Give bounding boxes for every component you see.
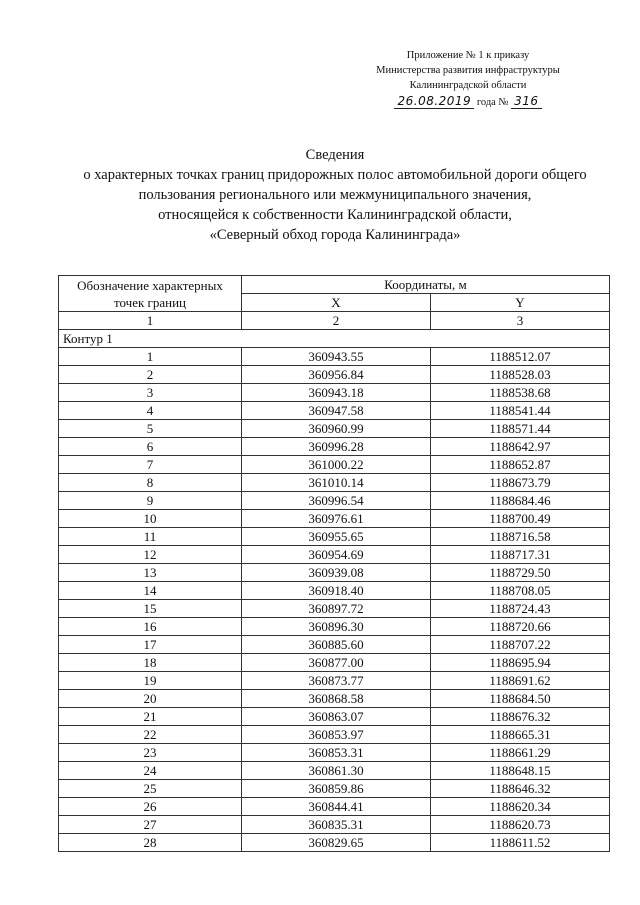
- table-row: [59, 528, 610, 546]
- point-number: 15: [59, 600, 242, 618]
- x-coordinate: 360918.40: [242, 582, 431, 600]
- point-number: 2: [59, 366, 242, 384]
- y-coordinate: 1188571.44: [431, 420, 610, 438]
- table-row: [59, 636, 610, 654]
- point-number: 21: [59, 708, 242, 726]
- y-coordinate: 1188684.46: [431, 492, 610, 510]
- table-row: [59, 402, 610, 420]
- point-number: 5: [59, 420, 242, 438]
- table-row: [59, 762, 610, 780]
- y-coordinate: 1188646.32: [431, 780, 610, 798]
- y-coordinate: 1188707.22: [431, 636, 610, 654]
- table-row: [59, 690, 610, 708]
- index-col-3: 3: [431, 312, 610, 330]
- table-row: [59, 726, 610, 744]
- point-number: 18: [59, 654, 242, 672]
- y-coordinate: 1188695.94: [431, 654, 610, 672]
- y-coordinate: 1188691.62: [431, 672, 610, 690]
- y-coordinate: 1188684.50: [431, 690, 610, 708]
- y-coordinate: 1188676.32: [431, 708, 610, 726]
- appendix-line-2: Министерства развития инфраструктуры: [376, 65, 560, 76]
- appendix-block: [352, 48, 584, 110]
- y-coordinate: 1188708.05: [431, 582, 610, 600]
- header-points: Обозначение характерных точек границ: [59, 276, 242, 312]
- title-line-1: Сведения: [305, 147, 365, 163]
- coordinates-table: [58, 275, 610, 852]
- point-number: 8: [59, 474, 242, 492]
- x-coordinate: 360976.61: [242, 510, 431, 528]
- table-row: [59, 384, 610, 402]
- order-date: 26.08.2019: [394, 94, 474, 109]
- x-coordinate: 360853.97: [242, 726, 431, 744]
- y-coordinate: 1188541.44: [431, 402, 610, 420]
- contour-row: [59, 330, 610, 348]
- table-row: [59, 780, 610, 798]
- y-coordinate: 1188729.50: [431, 564, 610, 582]
- appendix-line-3: Калининградской области: [409, 80, 527, 91]
- point-number: 26: [59, 798, 242, 816]
- point-number: 19: [59, 672, 242, 690]
- table-row: [59, 834, 610, 852]
- point-number: 22: [59, 726, 242, 744]
- order-date-line: [352, 94, 584, 110]
- x-coordinate: 360956.84: [242, 366, 431, 384]
- y-coordinate: 1188620.34: [431, 798, 610, 816]
- y-coordinate: 1188611.52: [431, 834, 610, 852]
- y-coordinate: 1188717.31: [431, 546, 610, 564]
- point-number: 14: [59, 582, 242, 600]
- y-coordinate: 1188528.03: [431, 366, 610, 384]
- x-coordinate: 360996.28: [242, 438, 431, 456]
- y-coordinate: 1188661.29: [431, 744, 610, 762]
- table-row: [59, 654, 610, 672]
- x-coordinate: 360960.99: [242, 420, 431, 438]
- title-line-3: пользования регионального или межмуниципального значения,: [138, 187, 532, 203]
- x-coordinate: 360943.55: [242, 348, 431, 366]
- point-number: 13: [59, 564, 242, 582]
- point-number: 17: [59, 636, 242, 654]
- table-index-row: [59, 312, 610, 330]
- header-coordinates: Координаты, м: [242, 276, 610, 294]
- y-coordinate: 1188512.07: [431, 348, 610, 366]
- point-number: 25: [59, 780, 242, 798]
- table-row: [59, 420, 610, 438]
- y-coordinate: 1188620.73: [431, 816, 610, 834]
- index-col-2: 2: [242, 312, 431, 330]
- point-number: 3: [59, 384, 242, 402]
- table-row: [59, 582, 610, 600]
- x-coordinate: 360835.31: [242, 816, 431, 834]
- point-number: 28: [59, 834, 242, 852]
- y-coordinate: 1188538.68: [431, 384, 610, 402]
- point-number: 23: [59, 744, 242, 762]
- point-number: 9: [59, 492, 242, 510]
- y-coordinate: 1188652.87: [431, 456, 610, 474]
- x-coordinate: 360877.00: [242, 654, 431, 672]
- x-coordinate: 360943.18: [242, 384, 431, 402]
- point-number: 4: [59, 402, 242, 420]
- x-coordinate: 361010.14: [242, 474, 431, 492]
- point-number: 6: [59, 438, 242, 456]
- point-number: 20: [59, 690, 242, 708]
- x-coordinate: 360885.60: [242, 636, 431, 654]
- title-line-4: относящейся к собственности Калининградской области,: [158, 207, 512, 223]
- header-y: Y: [431, 294, 610, 312]
- table-row: [59, 348, 610, 366]
- x-coordinate: 361000.22: [242, 456, 431, 474]
- point-number: 27: [59, 816, 242, 834]
- x-coordinate: 360844.41: [242, 798, 431, 816]
- table-header-row: [59, 276, 610, 294]
- table-row: [59, 456, 610, 474]
- point-number: 16: [59, 618, 242, 636]
- table-row: [59, 366, 610, 384]
- x-coordinate: 360996.54: [242, 492, 431, 510]
- title-line-5: «Северный обход города Калининграда»: [209, 227, 461, 243]
- x-coordinate: 360868.58: [242, 690, 431, 708]
- x-coordinate: 360955.65: [242, 528, 431, 546]
- header-x: X: [242, 294, 431, 312]
- point-number: 11: [59, 528, 242, 546]
- table-row: [59, 708, 610, 726]
- table-row: [59, 798, 610, 816]
- x-coordinate: 360897.72: [242, 600, 431, 618]
- table-row: [59, 546, 610, 564]
- x-coordinate: 360954.69: [242, 546, 431, 564]
- table-row: [59, 492, 610, 510]
- table-row: [59, 474, 610, 492]
- x-coordinate: 360861.30: [242, 762, 431, 780]
- table-row: [59, 564, 610, 582]
- table-row: [59, 672, 610, 690]
- x-coordinate: 360863.07: [242, 708, 431, 726]
- point-number: 7: [59, 456, 242, 474]
- index-col-1: 1: [59, 312, 242, 330]
- point-number: 1: [59, 348, 242, 366]
- y-coordinate: 1188724.43: [431, 600, 610, 618]
- x-coordinate: 360939.08: [242, 564, 431, 582]
- table-row: [59, 744, 610, 762]
- x-coordinate: 360896.30: [242, 618, 431, 636]
- x-coordinate: 360859.86: [242, 780, 431, 798]
- point-number: 24: [59, 762, 242, 780]
- document-title: [40, 145, 630, 245]
- y-coordinate: 1188648.15: [431, 762, 610, 780]
- x-coordinate: 360873.77: [242, 672, 431, 690]
- table-row: [59, 600, 610, 618]
- y-coordinate: 1188642.97: [431, 438, 610, 456]
- table-row: [59, 510, 610, 528]
- title-line-2: о характерных точках границ придорожных полос автомобильной дороги общего: [83, 167, 587, 183]
- x-coordinate: 360947.58: [242, 402, 431, 420]
- x-coordinate: 360829.65: [242, 834, 431, 852]
- x-coordinate: 360853.31: [242, 744, 431, 762]
- contour-label: Контур 1: [59, 330, 610, 348]
- point-number: 12: [59, 546, 242, 564]
- appendix-line-1: Приложение № 1 к приказу: [406, 50, 530, 61]
- order-year-label: года №: [476, 97, 509, 108]
- y-coordinate: 1188720.66: [431, 618, 610, 636]
- table-row: [59, 816, 610, 834]
- order-number: 316: [511, 94, 541, 109]
- table-row: [59, 618, 610, 636]
- y-coordinate: 1188700.49: [431, 510, 610, 528]
- y-coordinate: 1188716.58: [431, 528, 610, 546]
- point-number: 10: [59, 510, 242, 528]
- table-row: [59, 438, 610, 456]
- y-coordinate: 1188673.79: [431, 474, 610, 492]
- y-coordinate: 1188665.31: [431, 726, 610, 744]
